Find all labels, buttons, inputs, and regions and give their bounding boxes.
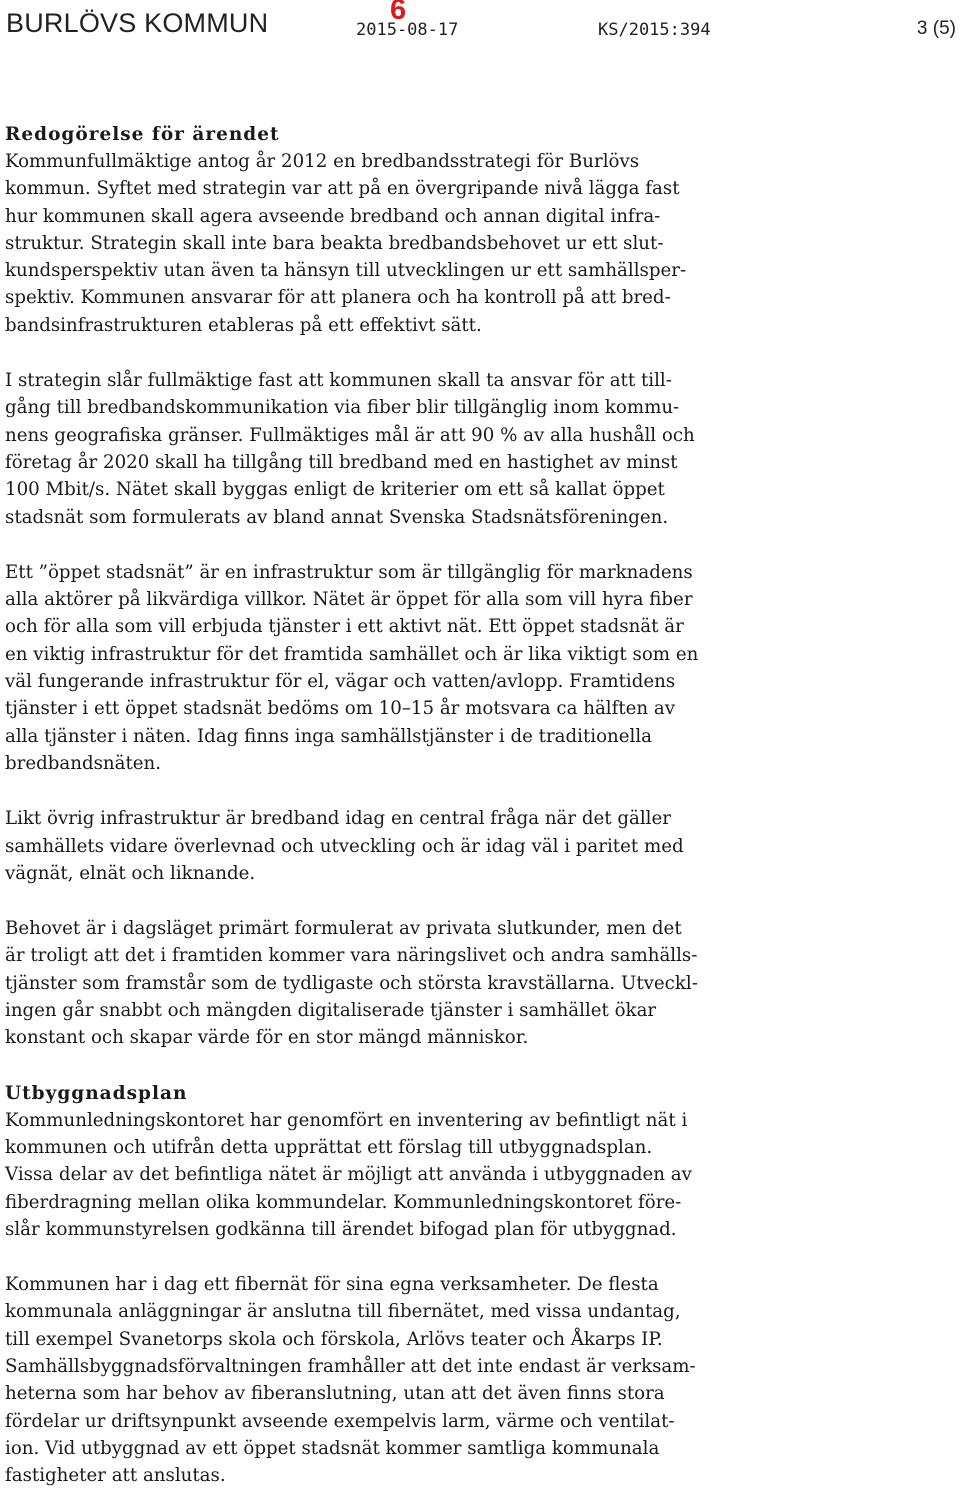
- paragraph: [5, 915, 805, 1051]
- text-line: struktur. Strategin skall inte bara beakta bredbandsbehovet ur ett slut-: [5, 232, 664, 254]
- section-heading: Utbyggnadsplan: [5, 1082, 188, 1104]
- paragraph: [5, 148, 805, 339]
- paragraph: [5, 1271, 805, 1489]
- text-line: är troligt att det i framtiden kommer vara näringslivet och andra samhälls-: [5, 945, 698, 967]
- text-line: alla tjänster i näten. Idag finns inga samhällstjänster i de traditionella: [5, 725, 653, 747]
- text-line: och för alla som vill erbjuda tjänster i ett aktivt nät. Ett öppet stadsnät är: [5, 616, 684, 638]
- text-line: Samhällsbyggnadsförvaltningen framhåller att det inte endast är verksam-: [5, 1355, 696, 1377]
- text-line: gång till bredbandskommunikation via fiber blir tillgänglig inom kommu-: [5, 397, 680, 419]
- text-line: fördelar ur driftsynpunkt avseende exempelvis larm, värme och ventilat-: [5, 1410, 675, 1432]
- text-line: bandsinfrastrukturen etableras på ett effektivt sätt.: [5, 314, 482, 336]
- section-heading: Redogörelse för ärendet: [5, 124, 280, 145]
- text-line: Kommunfullmäktige antog år 2012 en bredbandsstrategi för Burlövs: [5, 151, 640, 172]
- text-line: tjänster som framstår som de tydligaste och största kravställarna. Utveckl-: [5, 972, 698, 994]
- text-line: Likt övrig infrastruktur är bredband idag en central fråga när det gäller: [5, 808, 671, 830]
- text-line: fiberdragning mellan olika kommundelar. Kommunledningskontoret före-: [5, 1191, 682, 1213]
- text-line: företag år 2020 skall ha tillgång till bredband med en hastighet av minst: [5, 451, 678, 473]
- text-line: alla aktörer på likvärdiga villkor. Nätet är öppet för alla som vill hyra fiber: [5, 589, 693, 611]
- text-line: slår kommunstyrelsen godkänna till ärendet bifogad plan för utbyggnad.: [5, 1218, 677, 1240]
- text-line: vägnät, elnät och liknande.: [5, 862, 256, 884]
- paragraph: [5, 367, 805, 531]
- text-line: Behovet är i dagsläget primärt formulerat av privata slutkunder, men det: [5, 918, 682, 940]
- text-line: spektiv. Kommunen ansvarar för att planera och ha kontroll på att bred-: [5, 287, 671, 309]
- document-body: [5, 121, 805, 1489]
- text-line: en viktig infrastruktur för det framtida samhället och är lika viktigt som en: [5, 643, 699, 665]
- text-line: nens geografiska gränser. Fullmäktiges mål är att 90 % av alla hushåll och: [5, 424, 695, 446]
- document-date: 2015-08-17: [356, 20, 459, 40]
- text-line: kundsperspektiv utan även ta hänsyn till utvecklingen ur ett samhällsper-: [5, 260, 687, 282]
- paragraph: [5, 1107, 805, 1243]
- text-line: väl fungerande infrastruktur för el, vägar och vatten/avlopp. Framtidens: [5, 671, 676, 693]
- text-line: ion. Vid utbyggnad av ett öppet stadsnät kommer samtliga kommunala: [5, 1437, 660, 1459]
- text-line: Vissa delar av det befintliga nätet är möjligt att använda i utbyggnaden av: [5, 1164, 692, 1186]
- text-line: I strategin slår fullmäktige fast att kommunen skall ta ansvar för att till-: [5, 370, 672, 392]
- text-line: stadsnät som formulerats av bland annat Svenska Stadsnätsföreningen.: [5, 506, 669, 528]
- organization-name: BURLÖVS KOMMUN: [6, 8, 269, 38]
- text-line: kommunala anläggningar är anslutna till fibernätet, med vissa undantag,: [5, 1301, 681, 1323]
- text-line: heterna som har behov av fiberanslutning, utan att det även finns stora: [5, 1383, 665, 1405]
- text-line: Ett ”öppet stadsnät” är en infrastruktur som är tillgänglig för marknadens: [5, 561, 693, 583]
- text-line: Kommunen har i dag ett fibernät för sina egna verksamheter. De flesta: [5, 1274, 659, 1296]
- text-line: till exempel Svanetorps skola och förskola, Arlövs teater och Åkarps IP.: [5, 1328, 663, 1350]
- text-line: samhällets vidare överlevnad och utveckling och är idag väl i paritet med: [5, 835, 684, 857]
- paragraph: [5, 805, 805, 887]
- text-line: kommunen och utifrån detta upprättat ett förslag till utbyggnadsplan.: [5, 1136, 653, 1158]
- case-reference: KS/2015:394: [598, 20, 711, 40]
- text-line: kommun. Syftet med strategin var att på en övergripande nivå lägga fast: [5, 178, 680, 200]
- text-line: 100 Mbit/s. Nätet skall byggas enligt de kriterier om ett så kallat öppet: [5, 479, 665, 501]
- document-header: [0, 0, 960, 60]
- text-line: fastigheter att anslutas.: [5, 1465, 226, 1487]
- page-number: 3 (5): [916, 18, 956, 39]
- paragraph: [5, 559, 805, 777]
- text-line: ingen går snabbt och mängden digitaliserade tjänster i samhället ökar: [5, 1000, 657, 1022]
- text-line: hur kommunen skall agera avseende bredband och annan digital infra-: [5, 205, 661, 227]
- text-line: Kommunledningskontoret har genomfört en inventering av befintligt nät i: [5, 1109, 688, 1131]
- text-line: konstant och skapar värde för en stor mängd människor.: [5, 1027, 529, 1049]
- handwritten-stamp-number: 6: [390, 0, 407, 26]
- text-line: bredbandsnäten.: [5, 752, 162, 774]
- text-line: tjänster i ett öppet stadsnät bedöms om 10–15 år motsvara ca hälften av: [5, 698, 676, 720]
